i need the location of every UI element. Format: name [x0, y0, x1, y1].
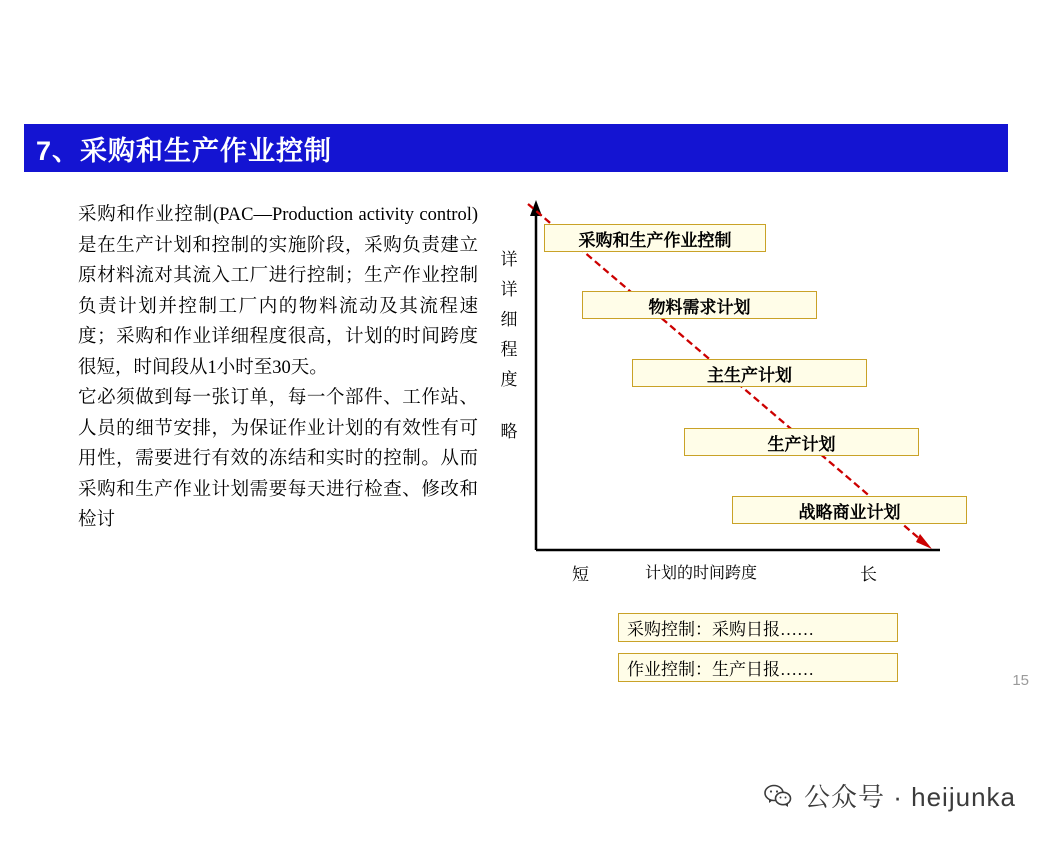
note-box-operations-control: 作业控制：生产日报……: [618, 653, 898, 682]
chart-box-mrp: 物料需求计划: [582, 291, 817, 319]
x-axis-title: 计划的时间跨度: [645, 565, 758, 582]
footer-text: 公众号 · heijunka: [804, 782, 1016, 812]
slide-title-bar: [24, 124, 1008, 172]
x-axis-tick-long: 长: [860, 565, 877, 584]
chart-axes: [480, 190, 1020, 610]
planning-hierarchy-diagram: [480, 190, 1020, 679]
chart-box-mps: 主生产计划: [632, 359, 867, 387]
page-number: 15: [1012, 672, 1029, 689]
body-text-block: [78, 200, 478, 536]
y-axis-char-4: 程: [500, 340, 518, 359]
note-box-purchasing-control: 采购控制：采购日报……: [618, 613, 898, 642]
chart-box-pac: 采购和生产作业控制: [544, 224, 766, 252]
wechat-icon: [764, 784, 792, 808]
chart-box-strategic-plan: 战略商业计划: [732, 496, 967, 524]
y-axis-char-2: 详: [500, 280, 518, 299]
x-axis-tick-short: 短: [572, 565, 589, 584]
y-axis-label: [498, 245, 520, 447]
chart-box-production-plan: 生产计划: [684, 428, 919, 456]
y-axis-char-1: 详: [500, 250, 518, 269]
body-paragraph-1: 采购和作业控制(PAC—Production activity control)是在生产计划和控制的实施阶段，采购负责建立原材料流对其流入工厂进行控制；生产作业控制负责计划并控制工厂内的物料流动及其流程速度；采购和作业详细程度很高，计划的时间跨度很短，时间段从1小时至30天。: [78, 205, 478, 378]
body-paragraph-2: 它必须做到每一张订单，每一个部件、工作站、人员的细节安排，为保证作业计划的有效性有可用性，需要进行有效的冻结和实时的控制。从而采购和生产作业计划需要每天进行检查、修改和检讨: [78, 388, 478, 530]
y-axis-char-5: 度: [500, 370, 518, 389]
y-axis-char-6: 略: [500, 422, 518, 441]
footer-watermark: [764, 777, 1016, 814]
page-title: 7、采购和生产作业控制: [36, 135, 333, 166]
y-axis-char-3: 细: [500, 310, 518, 329]
